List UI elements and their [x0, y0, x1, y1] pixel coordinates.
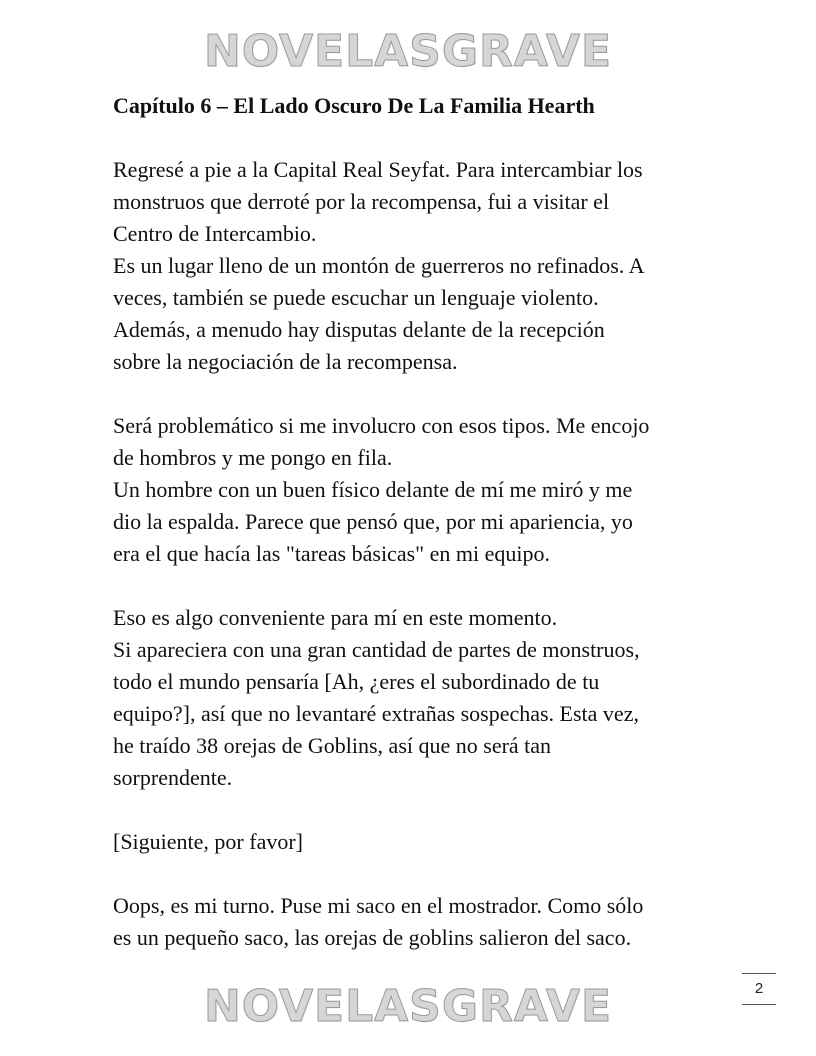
text-line: es un pequeño saco, las orejas de goblins salieron del saco.: [113, 925, 632, 950]
paragraph: [113, 154, 713, 378]
text-line: Centro de Intercambio.: [113, 221, 317, 246]
text-line: de hombros y me pongo en fila.: [113, 445, 393, 470]
page-number: 2: [742, 973, 776, 1005]
paragraph: [113, 826, 713, 858]
text-line: dio la espalda. Parece que pensó que, por mi apariencia, yo: [113, 509, 633, 534]
paragraph: [113, 890, 713, 954]
paragraph: [113, 410, 713, 570]
text-line: sobre la negociación de la recompensa.: [113, 349, 458, 374]
chapter-title: Capítulo 6 – El Lado Oscuro De La Familia Hearth: [113, 93, 595, 118]
text-line: veces, también se puede escuchar un lenguaje violento.: [113, 285, 599, 310]
text-line: Eso es algo conveniente para mí en este momento.: [113, 605, 558, 630]
text-line: era el que hacía las "tareas básicas" en mi equipo.: [113, 541, 550, 566]
watermark-top: NOVELASGRAVE: [203, 26, 613, 77]
text-line: Es un lugar lleno de un montón de guerreros no refinados. A: [113, 253, 645, 278]
text-line: Un hombre con un buen físico delante de mí me miró y me: [113, 477, 633, 502]
text-line: equipo?], así que no levantaré extrañas sospechas. Esta vez,: [113, 701, 639, 726]
text-line: Si apareciera con una gran cantidad de partes de monstruos,: [113, 637, 640, 662]
text-line: [Siguiente, por favor]: [113, 829, 303, 854]
paragraph: [113, 602, 713, 794]
text-line: sorprendente.: [113, 765, 233, 790]
text-line: Además, a menudo hay disputas delante de la recepción: [113, 317, 605, 342]
text-line: todo el mundo pensaría [Ah, ¿eres el subordinado de tu: [113, 669, 600, 694]
text-line: Oops, es mi turno. Puse mi saco en el mostrador. Como sólo: [113, 893, 644, 918]
text-line: monstruos que derroté por la recompensa, fui a visitar el: [113, 189, 610, 214]
text-line: he traído 38 orejas de Goblins, así que no será tan: [113, 733, 552, 758]
watermark-bottom: NOVELASGRAVE: [203, 981, 613, 1032]
text-line: Regresé a pie a la Capital Real Seyfat. Para intercambiar los: [113, 157, 643, 182]
text-line: Será problemático si me involucro con esos tipos. Me encojo: [113, 413, 650, 438]
page-content: [113, 90, 713, 986]
